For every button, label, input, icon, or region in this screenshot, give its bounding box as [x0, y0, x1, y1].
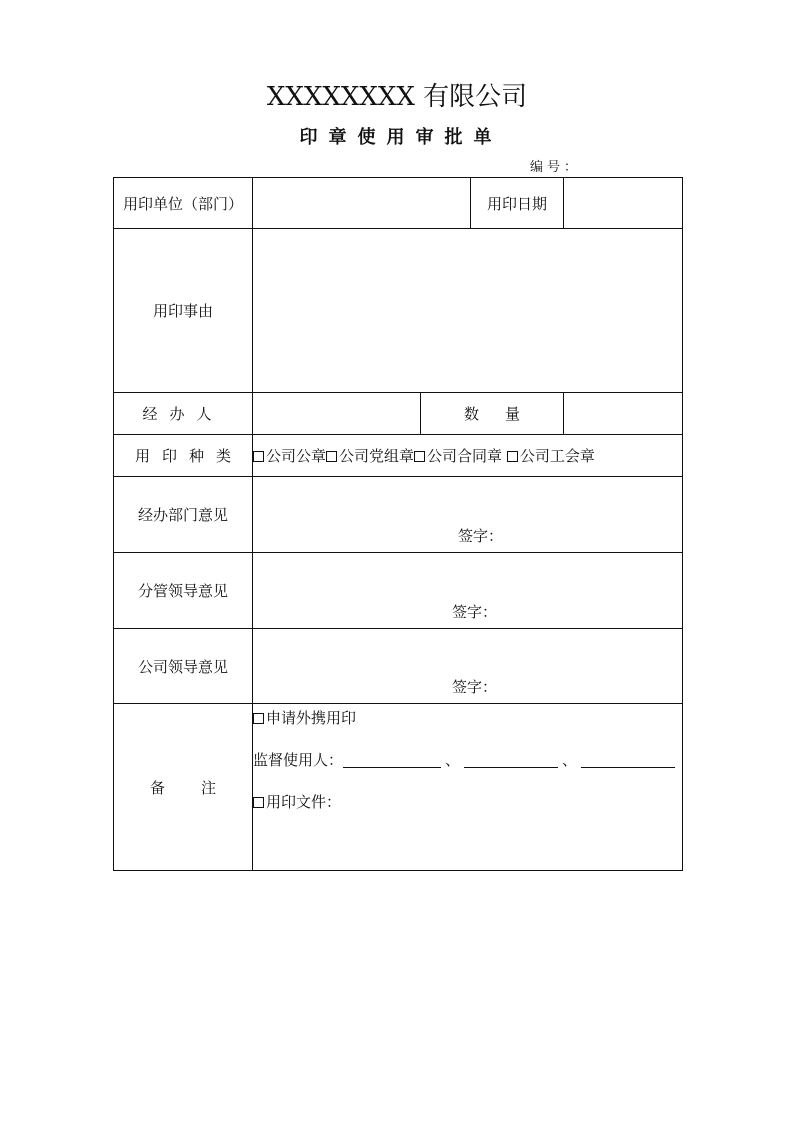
supervisor-opinion-label: 分管领导意见: [114, 553, 253, 629]
unit-input[interactable]: [253, 178, 471, 229]
row-supervisor-opinion: [114, 553, 683, 629]
supervisor-sign: 签字：: [452, 603, 498, 621]
date-input[interactable]: [564, 178, 683, 229]
dept-opinion-label: 经办部门意见: [114, 477, 253, 553]
row-unit-date: [114, 178, 683, 229]
handler-label: 经办人: [114, 393, 253, 435]
company-opinion-label: 公司领导意见: [114, 629, 253, 704]
external-use-option[interactable]: 申请外携用印: [253, 704, 682, 732]
documents-option[interactable]: 用印文件：: [253, 788, 682, 816]
unit-label: 用印单位（部门）: [114, 178, 253, 229]
seal-option-union[interactable]: 公司工会章: [507, 447, 595, 465]
seal-type-label: 用印种类: [114, 435, 253, 477]
remarks-label: 备注: [114, 704, 253, 871]
checkbox-icon: [414, 451, 425, 462]
company-title: XXXXXXXX 有限公司: [266, 82, 528, 112]
supervisor-line: 监督使用人： 、 、: [253, 746, 682, 774]
row-remarks: [114, 704, 683, 871]
supervisor-blank-3[interactable]: [581, 751, 675, 768]
seal-option-party[interactable]: 公司党组章: [326, 447, 414, 465]
company-sign: 签字：: [452, 678, 498, 696]
checkbox-icon: [326, 451, 337, 462]
form-title: 印章使用审批单: [299, 127, 503, 148]
serial-label: 编号：: [530, 160, 582, 175]
row-company-opinion: [114, 629, 683, 704]
dept-opinion-input[interactable]: [253, 477, 683, 553]
supervisor-label: 监督使用人：: [253, 751, 344, 769]
seal-option-company[interactable]: 公司公章: [253, 447, 326, 465]
supervisor-blank-1[interactable]: [343, 751, 441, 768]
date-label: 用印日期: [471, 178, 564, 229]
quantity-label: 数量: [421, 393, 564, 435]
handler-input[interactable]: [253, 393, 421, 435]
row-reason: [114, 229, 683, 393]
seal-option-contract[interactable]: 公司合同章: [414, 447, 502, 465]
checkbox-icon: [253, 451, 264, 462]
remarks-content: [253, 704, 683, 871]
checkbox-icon: [507, 451, 518, 462]
serial-number: [530, 156, 661, 175]
company-opinion-input[interactable]: [253, 629, 683, 704]
dept-sign: 签字：: [458, 527, 504, 545]
supervisor-blank-2[interactable]: [464, 751, 558, 768]
seal-type-options: [253, 435, 683, 477]
row-seal-type: [114, 435, 683, 477]
row-dept-opinion: [114, 477, 683, 553]
supervisor-opinion-input[interactable]: [253, 553, 683, 629]
approval-form-table: [113, 177, 683, 871]
row-handler-qty: [114, 393, 683, 435]
reason-input[interactable]: [253, 229, 683, 393]
checkbox-icon: [253, 713, 264, 724]
checkbox-icon: [253, 797, 264, 808]
reason-label: 用印事由: [114, 229, 253, 393]
quantity-input[interactable]: [564, 393, 683, 435]
